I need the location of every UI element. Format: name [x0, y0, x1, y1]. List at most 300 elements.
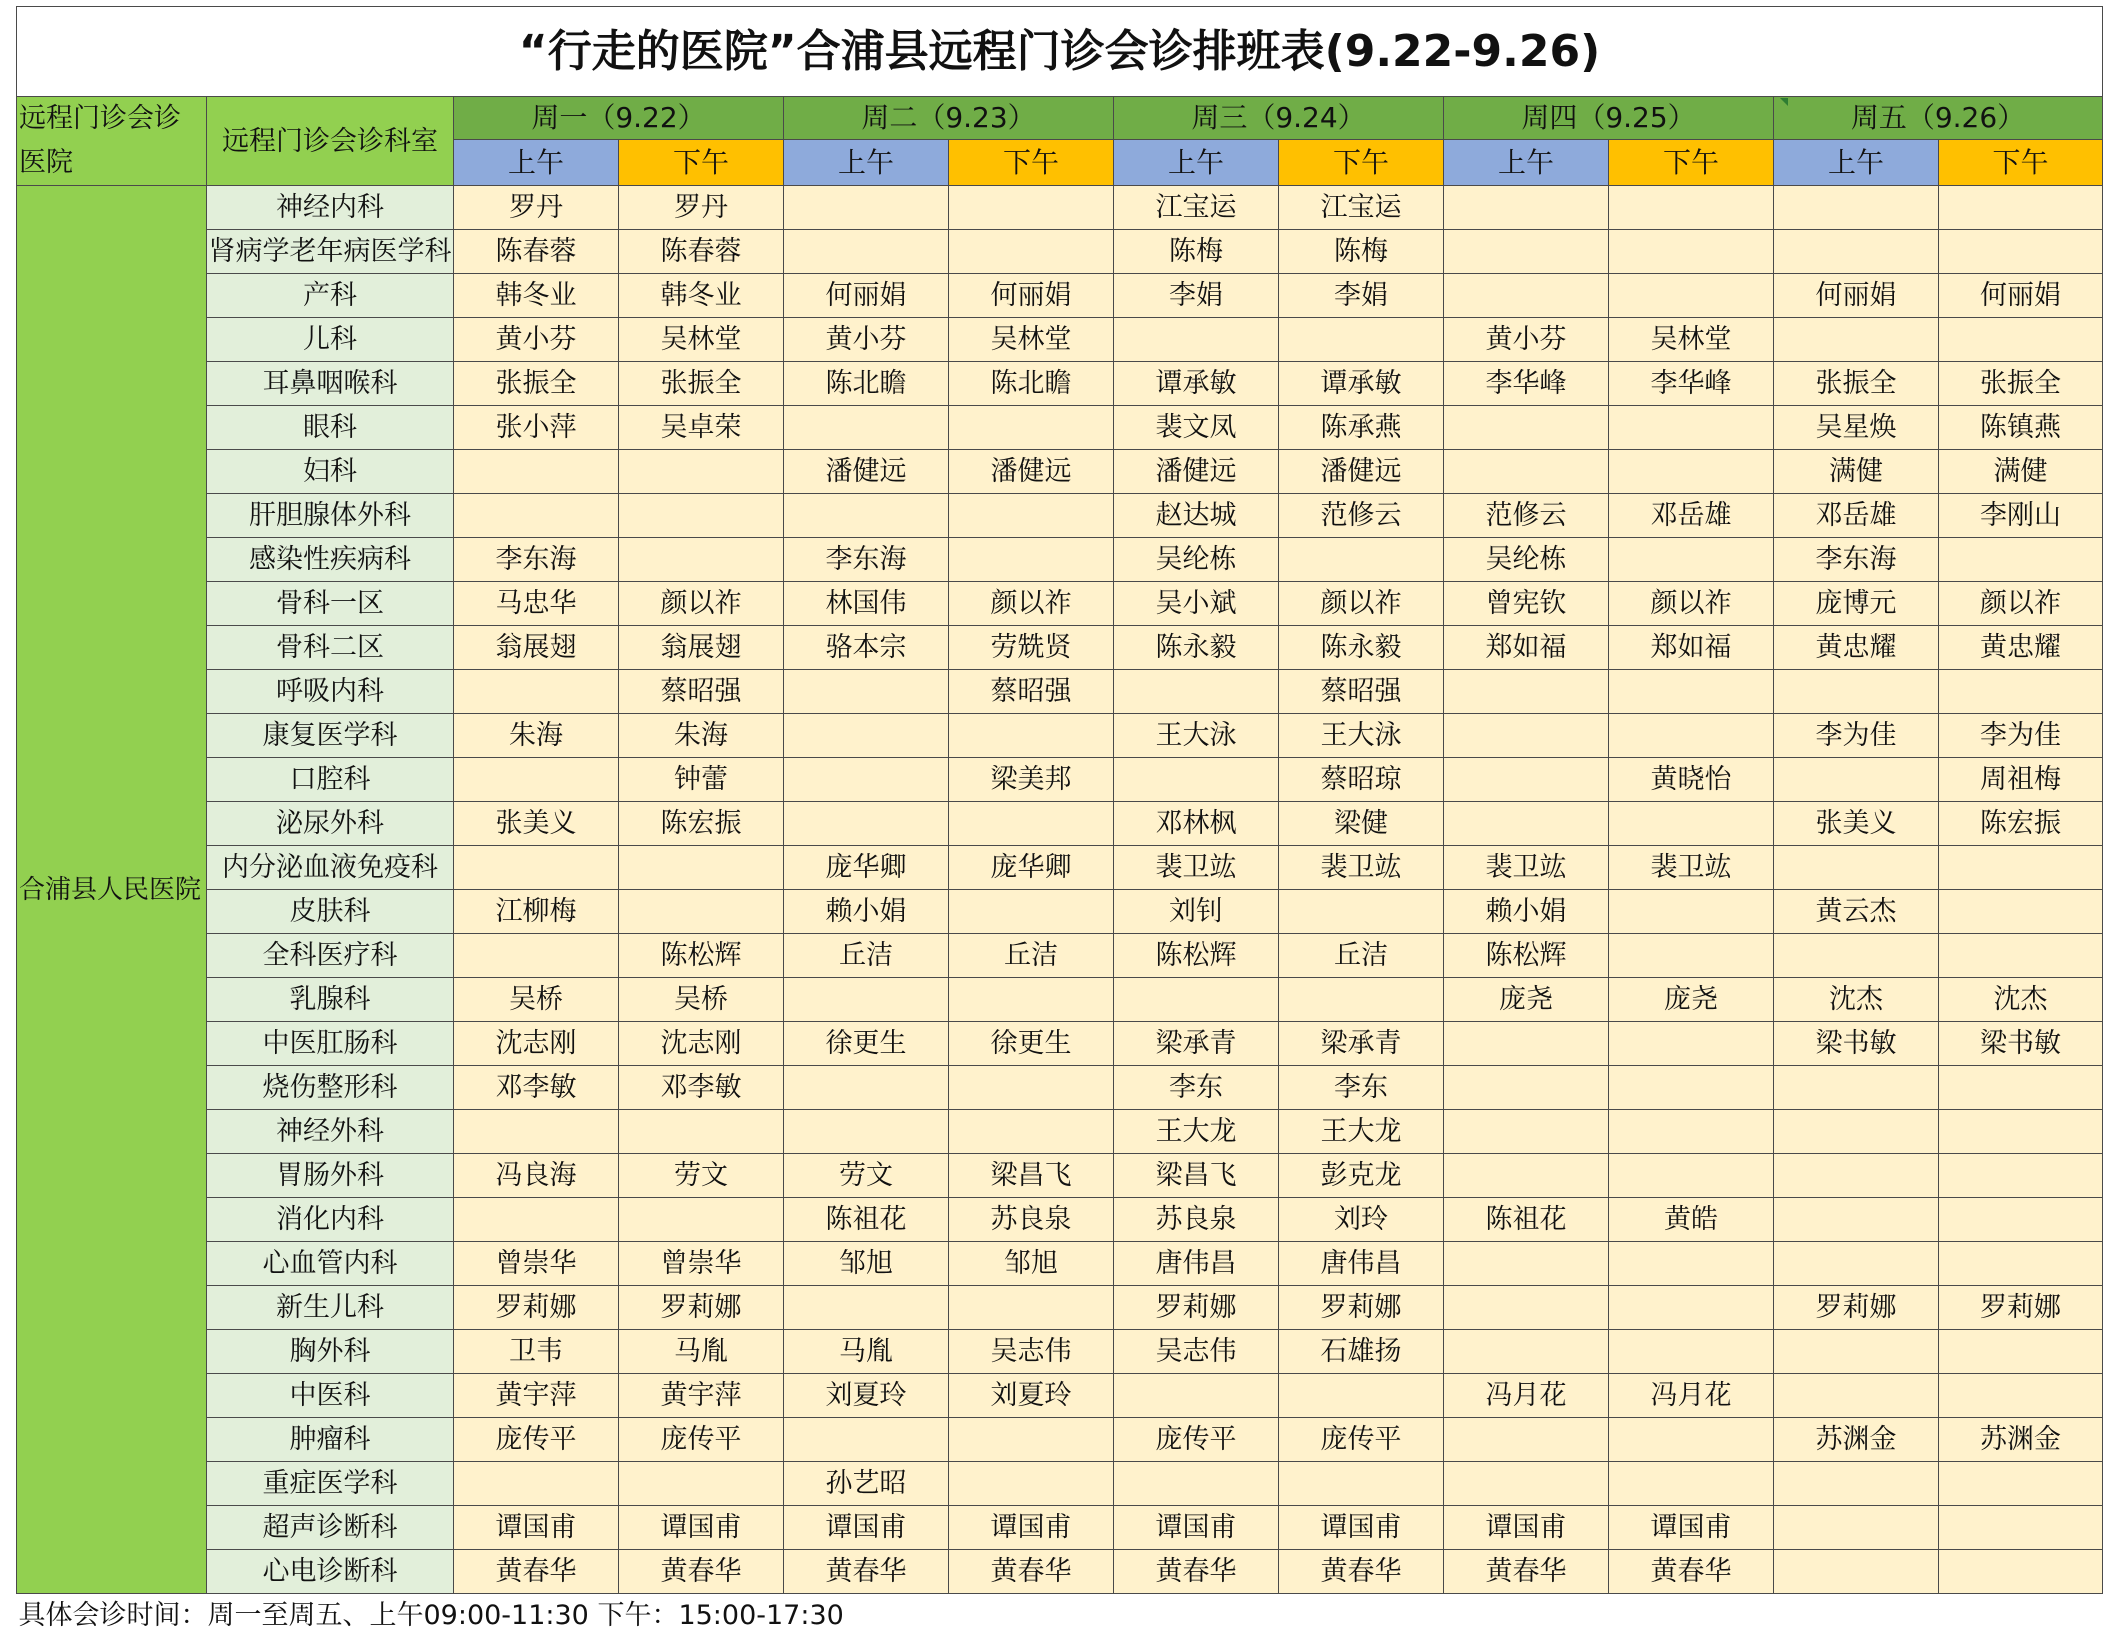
doctor-cell: 庞华卿	[784, 846, 949, 890]
doctor-cell	[619, 494, 784, 538]
department-cell: 中医肛肠科	[207, 1022, 454, 1066]
doctor-cell: 吴桥	[619, 978, 784, 1022]
doctor-cell	[1774, 1066, 1939, 1110]
department-cell: 感染性疾病科	[207, 538, 454, 582]
doctor-cell: 梁健	[1279, 802, 1444, 846]
doctor-cell	[784, 758, 949, 802]
doctor-cell: 黄小芬	[784, 318, 949, 362]
doctor-cell: 蔡昭琼	[1279, 758, 1444, 802]
doctor-cell: 黄小芬	[454, 318, 619, 362]
doctor-cell: 王大泳	[1114, 714, 1279, 758]
doctor-cell: 裴卫竑	[1444, 846, 1609, 890]
doctor-cell: 陈祖花	[784, 1198, 949, 1242]
doctor-cell	[1444, 714, 1609, 758]
doctor-cell: 王大龙	[1114, 1110, 1279, 1154]
doctor-cell: 刘钊	[1114, 890, 1279, 934]
table-row	[17, 802, 2103, 846]
doctor-cell	[1609, 890, 1774, 934]
department-cell: 烧伤整形科	[207, 1066, 454, 1110]
doctor-cell	[1609, 1418, 1774, 1462]
doctor-cell	[454, 1110, 619, 1154]
doctor-cell: 梁书敏	[1774, 1022, 1939, 1066]
department-cell: 肿瘤科	[207, 1418, 454, 1462]
doctor-cell: 徐更生	[784, 1022, 949, 1066]
schedule-sheet	[16, 6, 2103, 1637]
doctor-cell: 谭国甫	[619, 1506, 784, 1550]
doctor-cell: 吴志伟	[949, 1330, 1114, 1374]
department-cell: 骨科二区	[207, 626, 454, 670]
doctor-cell: 黄忠耀	[1939, 626, 2103, 670]
doctor-cell: 唐伟昌	[1279, 1242, 1444, 1286]
doctor-cell: 黄宇萍	[619, 1374, 784, 1418]
table-row	[17, 670, 2103, 714]
doctor-cell	[1609, 450, 1774, 494]
doctor-cell	[1774, 670, 1939, 714]
day-header-monday: 周一（9.22）	[454, 97, 784, 140]
doctor-cell: 刘玲	[1279, 1198, 1444, 1242]
department-cell: 口腔科	[207, 758, 454, 802]
table-row	[17, 1154, 2103, 1198]
doctor-cell	[1939, 318, 2103, 362]
department-cell: 皮肤科	[207, 890, 454, 934]
doctor-cell	[1444, 670, 1609, 714]
doctor-cell: 黄云杰	[1774, 890, 1939, 934]
doctor-cell: 丘洁	[949, 934, 1114, 978]
doctor-cell: 颜以祚	[1939, 582, 2103, 626]
doctor-cell: 张小萍	[454, 406, 619, 450]
table-row	[17, 1550, 2103, 1594]
doctor-cell: 吴桥	[454, 978, 619, 1022]
doctor-cell: 谭国甫	[1279, 1506, 1444, 1550]
doctor-cell: 庞尧	[1609, 978, 1774, 1022]
doctor-cell	[784, 1286, 949, 1330]
doctor-cell: 沈杰	[1939, 978, 2103, 1022]
doctor-cell	[1114, 670, 1279, 714]
table-row	[17, 714, 2103, 758]
doctor-cell: 梁昌飞	[949, 1154, 1114, 1198]
hospital-name-cell: 合浦县人民医院	[17, 186, 207, 1594]
doctor-cell	[1939, 1154, 2103, 1198]
doctor-cell	[1774, 1198, 1939, 1242]
table-row	[17, 1110, 2103, 1154]
doctor-cell	[784, 406, 949, 450]
doctor-cell	[1279, 890, 1444, 934]
department-cell: 神经外科	[207, 1110, 454, 1154]
table-row	[17, 890, 2103, 934]
doctor-cell: 罗莉娜	[1939, 1286, 2103, 1330]
doctor-cell	[1939, 186, 2103, 230]
doctor-cell	[1774, 186, 1939, 230]
doctor-cell	[1609, 1286, 1774, 1330]
doctor-cell: 江柳梅	[454, 890, 619, 934]
doctor-cell	[454, 846, 619, 890]
doctor-cell: 曾崇华	[619, 1242, 784, 1286]
doctor-cell	[1609, 1110, 1774, 1154]
doctor-cell: 苏良泉	[949, 1198, 1114, 1242]
doctor-cell	[1444, 1066, 1609, 1110]
doctor-cell: 黄春华	[1279, 1550, 1444, 1594]
doctor-cell: 罗莉娜	[1114, 1286, 1279, 1330]
doctor-cell	[1939, 1550, 2103, 1594]
doctor-cell	[1939, 1198, 2103, 1242]
doctor-cell: 马忠华	[454, 582, 619, 626]
doctor-cell	[1609, 934, 1774, 978]
doctor-cell	[619, 1198, 784, 1242]
doctor-cell: 潘健远	[784, 450, 949, 494]
doctor-cell: 黄春华	[454, 1550, 619, 1594]
doctor-cell	[1609, 714, 1774, 758]
doctor-cell	[1279, 538, 1444, 582]
doctor-cell	[1774, 1506, 1939, 1550]
doctor-cell: 卫韦	[454, 1330, 619, 1374]
doctor-cell: 苏良泉	[1114, 1198, 1279, 1242]
doctor-cell	[619, 1110, 784, 1154]
table-row	[17, 450, 2103, 494]
table-row	[17, 406, 2103, 450]
doctor-cell	[1939, 230, 2103, 274]
department-cell: 神经内科	[207, 186, 454, 230]
doctor-cell: 李华峰	[1444, 362, 1609, 406]
doctor-cell: 陈承燕	[1279, 406, 1444, 450]
doctor-cell	[454, 450, 619, 494]
pm-header: 下午	[1939, 140, 2103, 186]
table-row	[17, 846, 2103, 890]
doctor-cell: 吴纶栋	[1444, 538, 1609, 582]
doctor-cell	[1774, 758, 1939, 802]
doctor-cell: 吴卓荣	[619, 406, 784, 450]
doctor-cell	[1939, 1462, 2103, 1506]
table-row	[17, 978, 2103, 1022]
doctor-cell	[949, 186, 1114, 230]
doctor-cell	[1774, 1550, 1939, 1594]
doctor-cell: 罗莉娜	[454, 1286, 619, 1330]
doctor-cell: 李娟	[1114, 274, 1279, 318]
doctor-cell	[1774, 1154, 1939, 1198]
doctor-cell: 吴林堂	[619, 318, 784, 362]
doctor-cell: 沈志刚	[454, 1022, 619, 1066]
department-cell: 超声诊断科	[207, 1506, 454, 1550]
doctor-cell	[619, 450, 784, 494]
doctor-cell: 赖小娟	[784, 890, 949, 934]
table-row	[17, 626, 2103, 670]
doctor-cell	[1444, 1330, 1609, 1374]
doctor-cell	[1939, 670, 2103, 714]
table-row	[17, 1242, 2103, 1286]
doctor-cell: 韩冬业	[619, 274, 784, 318]
doctor-cell	[784, 670, 949, 714]
doctor-cell: 韩冬业	[454, 274, 619, 318]
doctor-cell: 潘健远	[1279, 450, 1444, 494]
doctor-cell	[1444, 1418, 1609, 1462]
doctor-cell: 赵达城	[1114, 494, 1279, 538]
doctor-cell: 范修云	[1444, 494, 1609, 538]
department-cell: 呼吸内科	[207, 670, 454, 714]
comment-indicator-icon	[1780, 98, 1788, 106]
doctor-cell: 张振全	[1939, 362, 2103, 406]
am-header: 上午	[1774, 140, 1939, 186]
doctor-cell	[1609, 802, 1774, 846]
doctor-cell: 王大泳	[1279, 714, 1444, 758]
doctor-cell	[1609, 1022, 1774, 1066]
doctor-cell	[949, 494, 1114, 538]
doctor-cell: 骆本宗	[784, 626, 949, 670]
doctor-cell: 张美义	[454, 802, 619, 846]
doctor-cell: 李东海	[1774, 538, 1939, 582]
doctor-cell: 谭国甫	[784, 1506, 949, 1550]
doctor-cell: 何丽娟	[1774, 274, 1939, 318]
doctor-cell: 吴星焕	[1774, 406, 1939, 450]
doctor-cell	[454, 670, 619, 714]
doctor-cell	[1279, 318, 1444, 362]
doctor-cell: 谭国甫	[454, 1506, 619, 1550]
doctor-cell: 马胤	[784, 1330, 949, 1374]
table-row	[17, 758, 2103, 802]
day-header-thursday: 周四（9.25）	[1444, 97, 1774, 140]
doctor-cell	[949, 1286, 1114, 1330]
doctor-cell: 陈梅	[1114, 230, 1279, 274]
doctor-cell: 庞华卿	[949, 846, 1114, 890]
doctor-cell: 李东	[1114, 1066, 1279, 1110]
table-row	[17, 274, 2103, 318]
doctor-cell: 梁承青	[1279, 1022, 1444, 1066]
pm-header: 下午	[949, 140, 1114, 186]
doctor-cell	[1444, 1286, 1609, 1330]
doctor-cell	[949, 230, 1114, 274]
table-row	[17, 1418, 2103, 1462]
table-row	[17, 1506, 2103, 1550]
doctor-cell	[1444, 186, 1609, 230]
doctor-cell	[1774, 1242, 1939, 1286]
doctor-cell: 裴卫竑	[1114, 846, 1279, 890]
doctor-cell: 陈祖花	[1444, 1198, 1609, 1242]
doctor-cell	[1609, 538, 1774, 582]
doctor-cell	[949, 802, 1114, 846]
department-cell: 心电诊断科	[207, 1550, 454, 1594]
doctor-cell: 庞传平	[619, 1418, 784, 1462]
doctor-cell: 陈松辉	[1444, 934, 1609, 978]
doctor-cell	[784, 186, 949, 230]
doctor-cell: 沈志刚	[619, 1022, 784, 1066]
doctor-cell: 冯良海	[454, 1154, 619, 1198]
doctor-cell	[1444, 1242, 1609, 1286]
doctor-cell: 黄春华	[619, 1550, 784, 1594]
table-row	[17, 362, 2103, 406]
doctor-cell: 庞传平	[1114, 1418, 1279, 1462]
doctor-cell: 蔡昭强	[1279, 670, 1444, 714]
doctor-cell	[619, 890, 784, 934]
doctor-cell	[454, 1198, 619, 1242]
doctor-cell	[1774, 1462, 1939, 1506]
doctor-cell: 梁美邦	[949, 758, 1114, 802]
doctor-cell: 徐更生	[949, 1022, 1114, 1066]
doctor-cell	[949, 406, 1114, 450]
doctor-cell	[1444, 450, 1609, 494]
doctor-cell	[949, 890, 1114, 934]
doctor-cell	[454, 1462, 619, 1506]
doctor-cell: 石雄扬	[1279, 1330, 1444, 1374]
doctor-cell	[1114, 1462, 1279, 1506]
doctor-cell	[1114, 318, 1279, 362]
hospital-column-header: 远程门诊会诊医院	[17, 97, 207, 186]
doctor-cell	[1444, 274, 1609, 318]
doctor-cell: 谭承敏	[1114, 362, 1279, 406]
doctor-cell: 劳文	[784, 1154, 949, 1198]
doctor-cell: 邹旭	[784, 1242, 949, 1286]
doctor-cell: 李东海	[784, 538, 949, 582]
doctor-cell: 王大龙	[1279, 1110, 1444, 1154]
doctor-cell	[949, 1462, 1114, 1506]
doctor-cell: 邓林枫	[1114, 802, 1279, 846]
doctor-cell: 朱海	[619, 714, 784, 758]
doctor-cell	[784, 1110, 949, 1154]
doctor-cell	[1774, 1110, 1939, 1154]
department-cell: 肾病学老年病医学科	[207, 230, 454, 274]
doctor-cell: 朱海	[454, 714, 619, 758]
doctor-cell: 罗丹	[619, 186, 784, 230]
doctor-cell: 庞尧	[1444, 978, 1609, 1022]
doctor-cell	[619, 846, 784, 890]
am-header: 上午	[1444, 140, 1609, 186]
doctor-cell: 郑如福	[1609, 626, 1774, 670]
doctor-cell: 冯月花	[1444, 1374, 1609, 1418]
doctor-cell	[1609, 1154, 1774, 1198]
doctor-cell: 潘健远	[1114, 450, 1279, 494]
department-cell: 重症医学科	[207, 1462, 454, 1506]
doctor-cell	[1279, 1462, 1444, 1506]
doctor-cell	[949, 1066, 1114, 1110]
doctor-cell	[1939, 846, 2103, 890]
doctor-cell	[1774, 1330, 1939, 1374]
doctor-cell	[1444, 1022, 1609, 1066]
doctor-cell	[1114, 978, 1279, 1022]
doctor-cell: 罗莉娜	[1279, 1286, 1444, 1330]
table-row	[17, 1462, 2103, 1506]
doctor-cell: 邓岳雄	[1609, 494, 1774, 538]
doctor-cell: 庞传平	[1279, 1418, 1444, 1462]
doctor-cell	[1774, 230, 1939, 274]
doctor-cell	[1939, 1506, 2103, 1550]
doctor-cell: 陈梅	[1279, 230, 1444, 274]
doctor-cell	[1939, 1374, 2103, 1418]
doctor-cell: 庞传平	[454, 1418, 619, 1462]
doctor-cell	[949, 1418, 1114, 1462]
doctor-cell	[949, 714, 1114, 758]
page-title: “行走的医院”合浦县远程门诊会诊排班表(9.22-9.26)	[17, 7, 2103, 97]
doctor-cell: 吴纶栋	[1114, 538, 1279, 582]
doctor-cell: 赖小娟	[1444, 890, 1609, 934]
doctor-cell: 陈春蓉	[454, 230, 619, 274]
day-header-tuesday: 周二（9.23）	[784, 97, 1114, 140]
doctor-cell: 吴志伟	[1114, 1330, 1279, 1374]
doctor-cell: 陈宏振	[619, 802, 784, 846]
doctor-cell	[784, 230, 949, 274]
doctor-cell: 潘健远	[949, 450, 1114, 494]
doctor-cell: 陈北瞻	[949, 362, 1114, 406]
department-cell: 胃肠外科	[207, 1154, 454, 1198]
pm-header: 下午	[619, 140, 784, 186]
doctor-cell	[1609, 406, 1774, 450]
table-row	[17, 186, 2103, 230]
doctor-cell: 陈永毅	[1279, 626, 1444, 670]
doctor-cell: 李为佳	[1774, 714, 1939, 758]
doctor-cell	[1279, 978, 1444, 1022]
doctor-cell: 陈永毅	[1114, 626, 1279, 670]
doctor-cell	[1444, 1154, 1609, 1198]
doctor-cell	[784, 1066, 949, 1110]
doctor-cell	[454, 758, 619, 802]
department-column-header: 远程门诊会诊科室	[207, 97, 454, 186]
doctor-cell	[1774, 318, 1939, 362]
doctor-cell: 黄春华	[949, 1550, 1114, 1594]
doctor-cell: 黄宇萍	[454, 1374, 619, 1418]
table-row	[17, 1066, 2103, 1110]
doctor-cell: 谭国甫	[1609, 1506, 1774, 1550]
day-header-wednesday: 周三（9.24）	[1114, 97, 1444, 140]
doctor-cell: 李娟	[1279, 274, 1444, 318]
doctor-cell	[1939, 1066, 2103, 1110]
doctor-cell	[1609, 230, 1774, 274]
department-cell: 眼科	[207, 406, 454, 450]
doctor-cell: 何丽娟	[949, 274, 1114, 318]
doctor-cell	[1774, 846, 1939, 890]
doctor-cell: 劳兟贤	[949, 626, 1114, 670]
doctor-cell: 梁承青	[1114, 1022, 1279, 1066]
am-header: 上午	[454, 140, 619, 186]
doctor-cell	[1114, 1374, 1279, 1418]
doctor-cell	[784, 714, 949, 758]
am-header: 上午	[1114, 140, 1279, 186]
table-row	[17, 1374, 2103, 1418]
doctor-cell: 吴林堂	[949, 318, 1114, 362]
doctor-cell: 谭国甫	[1444, 1506, 1609, 1550]
footer-note: 具体会诊时间：周一至周五、上午09:00-11:30 下午：15:00-17:30	[17, 1594, 2103, 1638]
department-cell: 耳鼻咽喉科	[207, 362, 454, 406]
doctor-cell	[1444, 802, 1609, 846]
doctor-cell: 吴小斌	[1114, 582, 1279, 626]
doctor-cell: 黄忠耀	[1774, 626, 1939, 670]
doctor-cell: 邹旭	[949, 1242, 1114, 1286]
doctor-cell	[784, 1418, 949, 1462]
doctor-cell	[784, 978, 949, 1022]
doctor-cell: 陈镇燕	[1939, 406, 2103, 450]
doctor-cell: 苏渊金	[1939, 1418, 2103, 1462]
table-row	[17, 582, 2103, 626]
doctor-cell: 黄晓怡	[1609, 758, 1774, 802]
doctor-cell: 邓李敏	[619, 1066, 784, 1110]
doctor-cell: 周祖梅	[1939, 758, 2103, 802]
department-cell: 心血管内科	[207, 1242, 454, 1286]
doctor-cell: 丘洁	[784, 934, 949, 978]
doctor-cell: 黄小芬	[1444, 318, 1609, 362]
doctor-cell	[1939, 1242, 2103, 1286]
doctor-cell	[454, 934, 619, 978]
doctor-cell	[1939, 890, 2103, 934]
doctor-cell: 江宝运	[1279, 186, 1444, 230]
doctor-cell: 彭克龙	[1279, 1154, 1444, 1198]
doctor-cell	[1609, 1066, 1774, 1110]
department-cell: 骨科一区	[207, 582, 454, 626]
doctor-cell: 张振全	[454, 362, 619, 406]
doctor-cell: 李为佳	[1939, 714, 2103, 758]
department-cell: 新生儿科	[207, 1286, 454, 1330]
doctor-cell: 何丽娟	[1939, 274, 2103, 318]
table-row	[17, 1286, 2103, 1330]
department-cell: 儿科	[207, 318, 454, 362]
doctor-cell	[1774, 934, 1939, 978]
doctor-cell	[1939, 934, 2103, 978]
department-cell: 产科	[207, 274, 454, 318]
doctor-cell: 罗丹	[454, 186, 619, 230]
